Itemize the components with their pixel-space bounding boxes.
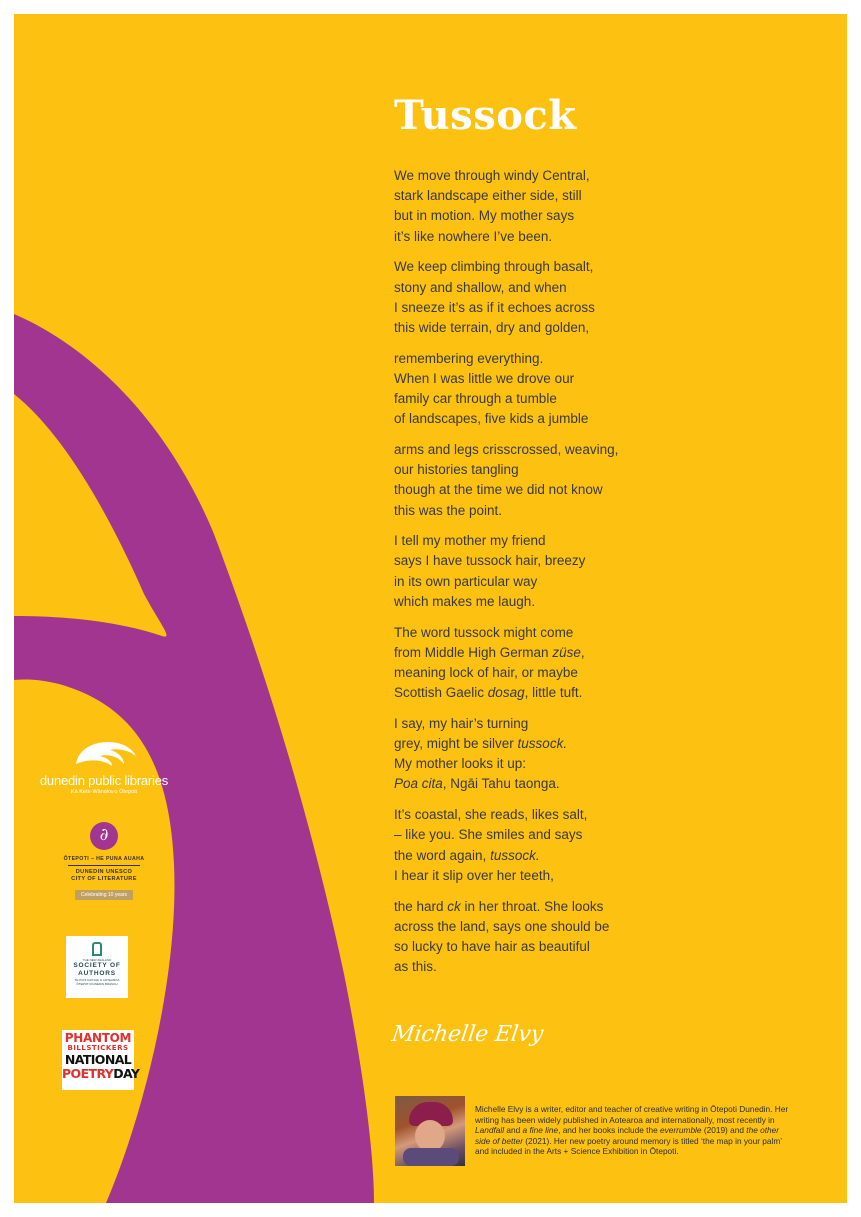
poem-line: in its own particular way (394, 573, 538, 589)
poem-line: arms and legs crisscrossed, weaving, (394, 441, 619, 457)
poem-title: Tussock (394, 92, 577, 139)
poem-line: the word again, tussock. (394, 847, 540, 863)
poem-line: We move through windy Central, (394, 168, 590, 183)
poem-line: across the land, says one should be (394, 918, 610, 934)
billstickers-label: BILLSTICKERS (67, 1044, 129, 1052)
poem-line: from Middle High German züse, (394, 644, 585, 660)
poem-line: though at the time we did not know (394, 482, 603, 498)
stanza (394, 623, 694, 704)
soa-branch-label: ŌTEPOTI DUNEDIN BRANCH (76, 982, 118, 986)
soa-name-2: AUTHORS (78, 970, 116, 977)
poem-line: the hard ck in her throat. She looks (394, 898, 604, 914)
stanza (394, 440, 694, 521)
poem-line: When I was little we drove our (394, 370, 575, 386)
poem-line: as this. (394, 959, 437, 975)
library-name: dunedin public libraries (39, 773, 169, 788)
poem-line: Scottish Gaelic dosag, little tuft. (394, 685, 583, 701)
stanza (394, 349, 694, 430)
poem-line: stony and shallow, and when (394, 279, 567, 295)
poem-line: this was the point. (394, 502, 503, 518)
stanza (394, 714, 694, 795)
poem-line: family car through a tumble (394, 391, 557, 407)
library-maori-name: Kā Kete Wānaka o Ōtepoti (70, 789, 138, 795)
stanza (394, 531, 694, 612)
phantom-label: PHANTOM (64, 1031, 132, 1045)
library-swirl-icon (68, 738, 140, 768)
poem-line: stark landscape either side, still (394, 188, 582, 204)
poem-line: It’s coastal, she reads, likes salt, (394, 807, 588, 823)
soa-pen-icon (92, 942, 102, 956)
poem-line: which makes me laugh. (394, 593, 536, 609)
poem-line: I tell my mother my friend (394, 533, 546, 549)
poem-line: it’s like nowhere I’ve been. (394, 228, 553, 244)
city-maori-label: ŌTEPOTI – HE PUNA AUAHA (63, 856, 145, 862)
poem-line: this wide terrain, dry and golden, (394, 319, 590, 335)
day-word: DAY (113, 1065, 140, 1081)
dunedin-public-libraries-logo (34, 738, 174, 795)
city-symbol-icon: ∂ (90, 822, 118, 850)
author-bio: Michelle Elvy is a writer, editor and teacher of creative writing in Ōtepoti Dunedin. Her writing has been widely published in Aotearoa and internationally, most recently in Landfall and a fine line, and her books include the everrumble (2019) and the other side of better (2021). Her new poetry around memory is titled ‘the map in your palm’ and included in the Arts + Science Exhibition in Ōtepoti. (475, 1104, 789, 1157)
poem-line: our histories tangling (394, 462, 519, 478)
national-poetry-day-logo (62, 1030, 140, 1090)
poetry-day-label (62, 1065, 140, 1081)
poem-line: – like you. She smiles and says (394, 827, 583, 843)
poetry-word: POETRY (62, 1065, 114, 1081)
stanza (394, 257, 694, 338)
poem-line: The word tussock might come (394, 624, 574, 640)
author-photo (395, 1096, 465, 1166)
poem-line: meaning lock of hair, or maybe (394, 664, 578, 680)
soa-name-1: SOCIETY OF (73, 962, 121, 969)
poem-line: We keep climbing through basalt, (394, 259, 594, 275)
poem-line: says I have tussock hair, breezy (394, 553, 586, 569)
city-divider (68, 865, 140, 866)
poem-line: so lucky to have hair as beautiful (394, 938, 590, 954)
city-of-literature-logo (54, 822, 154, 901)
poem-line: remembering everything. (394, 350, 544, 366)
city-label-2: CITY OF LITERATURE (71, 876, 137, 882)
poem-line: grey, might be silver tussock. (394, 736, 568, 752)
national-label: NATIONAL (64, 1052, 132, 1067)
photo-scarf-shape (403, 1148, 459, 1166)
stanza (394, 166, 694, 247)
celebrating-ribbon: Celebrating 10 years (75, 890, 133, 900)
poem-line: My mother looks it up: (394, 756, 527, 772)
poem-line: I say, my hair’s turning (394, 715, 529, 731)
poem-line: Poa cita, Ngāi Tahu taonga. (394, 776, 560, 792)
society-of-authors-logo (66, 936, 128, 998)
poem-line: of landscapes, five kids a jumble (394, 411, 589, 427)
poem-body (394, 166, 694, 988)
stanza (394, 805, 694, 886)
author-signature: Michelle Elvy (390, 1022, 545, 1047)
soa-maori-label: TE PUNI KAITUHI O AOTEAROA (74, 978, 120, 982)
poster (14, 14, 847, 1203)
poem-line: I sneeze it’s as if it echoes across (394, 299, 595, 315)
soa-top-label: THE NEW ZEALAND (82, 958, 112, 962)
poem-line: but in motion. My mother says (394, 208, 575, 224)
stanza (394, 897, 694, 978)
city-label-1: DUNEDIN UNESCO (75, 869, 133, 875)
poem-line: I hear it slip over her teeth, (394, 867, 554, 883)
